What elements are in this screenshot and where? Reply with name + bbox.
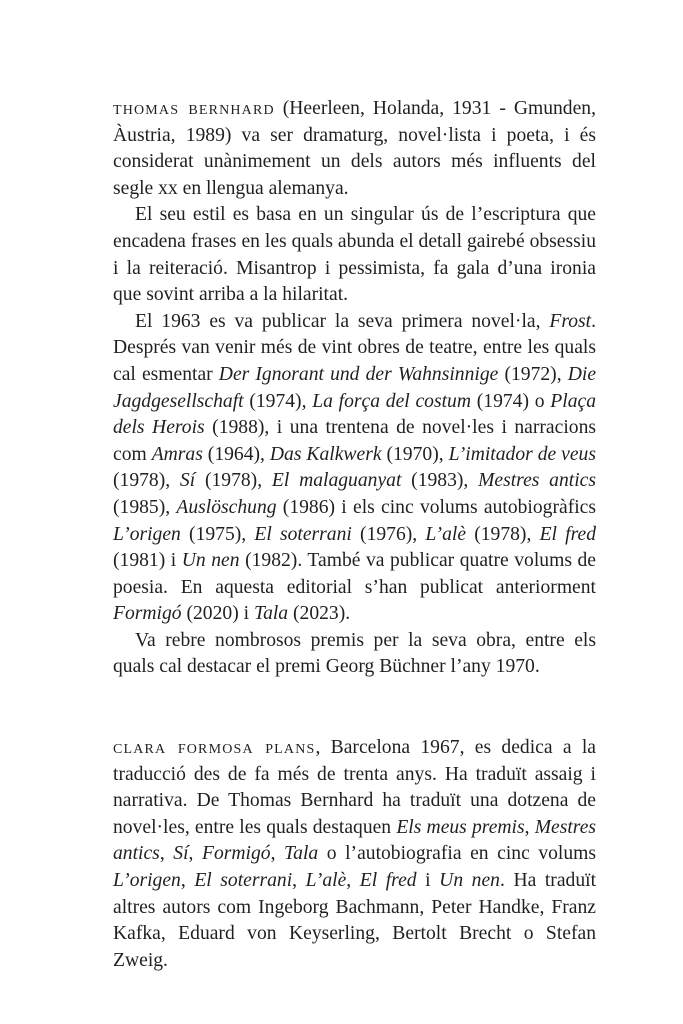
text-run: (1964), (202, 443, 270, 465)
italic-title: L’origen (113, 523, 181, 545)
author-paragraph (113, 309, 596, 628)
text-run: (1975), (180, 523, 255, 545)
text-run: (1978), (195, 470, 272, 492)
text-run: , (524, 816, 535, 838)
author-paragraph (113, 202, 596, 308)
italic-title: El soterrani (194, 870, 293, 892)
text-run: (2020) i (181, 603, 254, 625)
text-run: o l’autobiografia en cinc volums (318, 843, 597, 865)
italic-title: Mestres antics (113, 816, 597, 865)
text-run: (1970), (381, 443, 449, 465)
author-paragraph (113, 628, 596, 681)
text-run: , (188, 843, 202, 865)
italic-title: Frost (549, 310, 592, 332)
text-run: (1974), (243, 390, 313, 412)
text-run: (1982). També va publicar quatre volums de poesia. En aquesta editorial s’han publicat anteriorment (113, 550, 596, 598)
author-paragraph (113, 96, 596, 202)
italic-title: L’imitador de veus (448, 443, 596, 465)
italic-title: Un nen (181, 550, 240, 572)
italic-title: L’alè (425, 523, 467, 545)
text-run: (1981) i (113, 550, 182, 572)
italic-title: Die Jagdgesellschaft (113, 363, 597, 412)
italic-title: Amras (151, 443, 203, 465)
italic-title: Der Ignorant und der Wahnsinnige (218, 363, 499, 385)
text-run: . Ha traduït altres autors com Ingeborg Bachmann, Peter Handke, Franz Kafka, Eduard von Keyserling, Bertolt Brecht o Stefan Zweig. (113, 870, 597, 971)
text-run: , (292, 870, 306, 892)
italic-title: Mestres antics (478, 470, 596, 492)
text-run: , (159, 843, 174, 865)
text-run: , Barcelona 1967, es dedica a la traducció des de fa més de trenta anys. Ha traduït assaig i narrativa. De Thomas Bernhard ha traduït una dotzena de novel·les, entre les quals destaquen (113, 737, 596, 838)
text-run: (1978), (466, 523, 540, 545)
text-run: i (416, 870, 440, 892)
text-run: . Després van venir més de vint obres de teatre, entre les quals cal esmentar (113, 310, 596, 385)
text-run: (1976), (351, 523, 426, 545)
italic-title: Tala (284, 843, 319, 865)
italic-title: Sí (173, 843, 189, 865)
italic-title: El fred (539, 523, 597, 545)
italic-title: Plaça dels Herois (113, 390, 596, 439)
section-gap (113, 681, 596, 735)
italic-title: Els meus premis (396, 816, 525, 838)
text-run: (1986) i els cinc volums autobiogràfics (276, 496, 596, 518)
text-run: (2023). (288, 603, 351, 625)
text-run: Va rebre nombrosos premis per la seva obra, entre els quals cal destacar el premi Georg Büchner l’any 1970. (113, 629, 596, 678)
author-name: thomas bernhard (113, 98, 275, 119)
text-run: (1978), (113, 470, 180, 492)
italic-title: El soterrani (254, 523, 352, 545)
text-run: , (346, 870, 360, 892)
italic-title: Formigó (113, 603, 182, 625)
text-run: (1983), (401, 470, 479, 492)
italic-title: Auslöschung (176, 496, 277, 518)
author-bio (113, 96, 596, 681)
italic-title: Un nen (439, 870, 500, 892)
text-run: , (180, 870, 195, 892)
italic-title: L’alè (305, 870, 347, 892)
italic-title: L’origen (113, 870, 181, 892)
italic-title: Tala (253, 603, 289, 625)
translator-name: clara formosa plans (113, 737, 316, 759)
italic-title: Sí (179, 470, 196, 492)
text-run: (Heerleen, Holanda, 1931 - Gmunden, Àustria, 1989) va ser dramaturg, novel·lista i poeta, i és considerat unànimement un dels autors més influents del segle xx en llengua alemanya. (113, 98, 597, 199)
text-run: (1974) o (471, 390, 551, 412)
text-run: El seu estil es basa en un singular ús de l’escriptura que encadena frases en les quals abunda el detall gairebé obsessiu i la reiteració. Misantrop i pessimista, fa gala d’una ironia que sovint arriba a la hilaritat. (113, 204, 596, 306)
text-run: El 1963 es va publicar la seva primera novel·la, (135, 310, 550, 332)
text-run: (1972), (498, 363, 568, 385)
italic-title: El malaguanyat (271, 470, 402, 492)
italic-title: Formigó (202, 843, 271, 865)
italic-title: El fred (359, 870, 417, 892)
italic-title: Das Kalkwerk (269, 443, 382, 465)
translator-bio (113, 735, 596, 974)
translator-paragraph (113, 735, 596, 974)
book-page (113, 96, 596, 974)
text-run: (1985), (113, 496, 177, 518)
text-run: (1988), i una trentena de novel·les i narracions com (113, 417, 596, 465)
text-run: , (270, 843, 285, 865)
italic-title: La força del costum (312, 390, 471, 412)
